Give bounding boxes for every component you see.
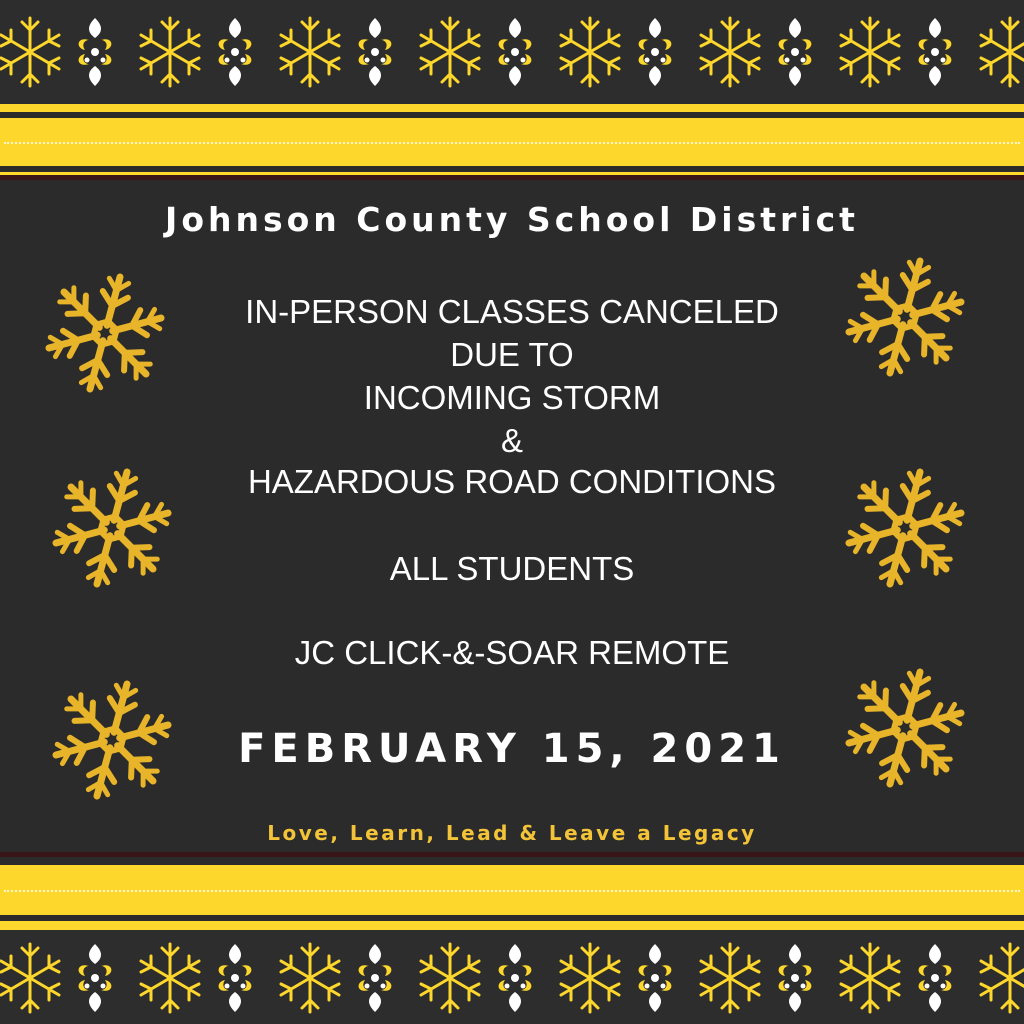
top-dotted-stripe xyxy=(0,118,1024,166)
top-stripe-thin xyxy=(0,104,1024,112)
event-date: FEBRUARY 15, 2021 xyxy=(238,726,786,772)
notice-line-2: DUE TO xyxy=(450,336,574,373)
top-pattern-band xyxy=(0,0,1024,104)
remote-program-line: JC CLICK-&-SOAR REMOTE xyxy=(294,634,730,671)
top-maroon-stripe xyxy=(0,175,1024,180)
notice-line-3: INCOMING STORM xyxy=(363,379,661,416)
snowflake-icon xyxy=(0,0,1024,104)
bottom-stripe-thin xyxy=(0,921,1024,930)
motto: Love, Learn, Lead & Leave a Legacy xyxy=(267,821,757,845)
snowflake-icon xyxy=(0,930,1024,1024)
bottom-stripe-gap xyxy=(0,857,1024,865)
audience-line: ALL STUDENTS xyxy=(389,550,635,587)
notice-line-4: & xyxy=(500,422,523,459)
bottom-dotted-stripe xyxy=(0,865,1024,915)
bottom-pattern-band xyxy=(0,930,1024,1024)
notice-line-5: HAZARDOUS ROAD CONDITIONS xyxy=(247,463,777,500)
district-name: Johnson County School District xyxy=(165,200,859,239)
notice-line-1: IN-PERSON CLASSES CANCELED xyxy=(245,293,779,330)
